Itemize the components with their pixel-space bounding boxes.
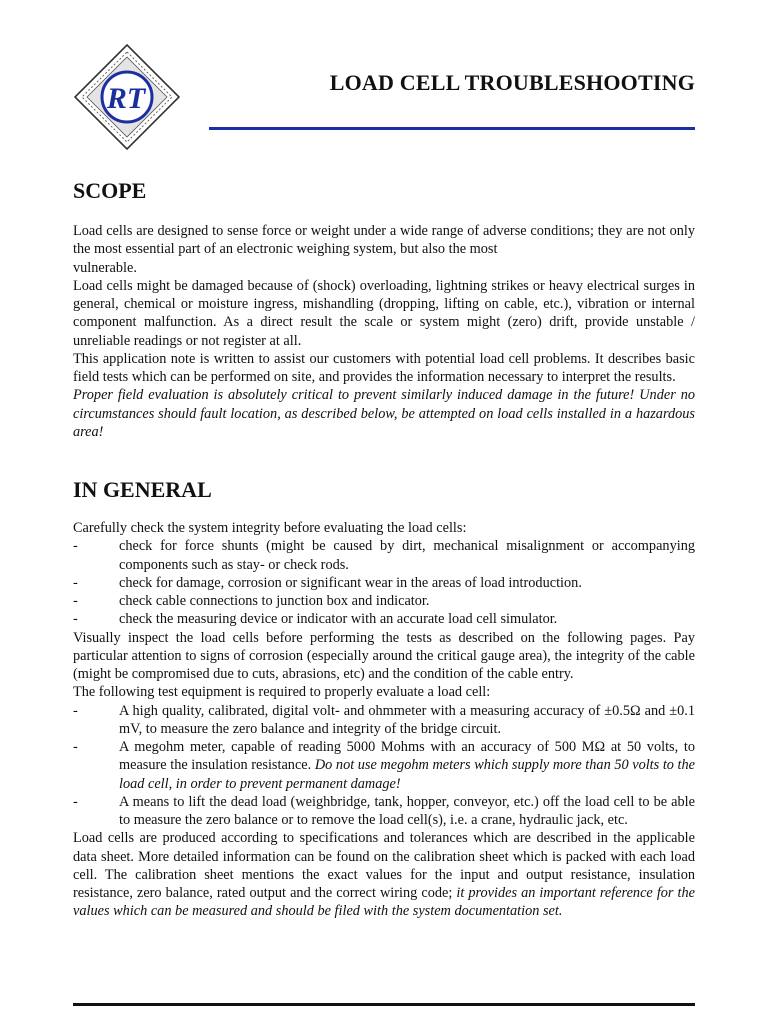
check-item: - check the measuring device or indicator with an accurate load cell simulator.: [73, 611, 558, 628]
visual-inspection-paragraph: Visually inspect the load cells before performing the tests as described on the following pages. Pay particular attention to signs of corrosion (especially around the critical gauge area), the integrity of the cable (might be compromised due to cuts, abrasions, etc) and the condition of the cable entry.: [73, 629, 695, 682]
equipment-item: - A megohm meter, capable of reading 5000 Mohms with an accuracy of 500 MΩ at 50 volts, to measure the insulation resistance. Do not use megohm meters which supply more than 50 volts to the load cell, in order to prevent permanent damage!: [73, 739, 696, 792]
rt-logo: [74, 44, 180, 150]
scope-paragraph-1b: vulnerable.: [73, 259, 137, 276]
page-title: LOAD CELL TROUBLESHOOTING: [329, 70, 695, 95]
equipment-intro: The following test equipment is required to properly evaluate a load cell:: [73, 684, 491, 701]
scope-body: [73, 222, 695, 441]
check-text: check the measuring device or indicator with an accurate load cell simulator.: [119, 611, 558, 628]
general-intro: Carefully check the system integrity before evaluating the load cells:: [73, 520, 467, 536]
scope-warning: Proper field evaluation is absolutely critical to prevent similarly induced damage in the future! Under no circumstances should fault location, as described below, be attempted on load cells installed in a hazardous area!: [73, 387, 695, 440]
scope-heading: SCOPE: [73, 178, 147, 203]
check-item: - check cable connections to junction box and indicator.: [73, 593, 430, 609]
title-underline: [209, 127, 695, 130]
closing-italic: it provides an important reference for the values which can be measured and should be filed with the system documentation set.: [73, 885, 696, 920]
check-item: - check for force shunts (might be caused by dirt, mechanical misalignment or accompanying components such as stay- or check rods.: [73, 538, 695, 573]
check-item: - check for damage, corrosion or significant wear in the areas of load introduction.: [73, 574, 582, 591]
check-text: check for damage, corrosion or significant wear in the areas of load introduction.: [119, 574, 582, 591]
equipment-text: A means to lift the dead load (weighbridge, tank, hopper, conveyor, etc.) off the load cell to be able to measure the zero balance or to remove the load cell(s), i.e. a crane, hydraulic jack, etc.: [119, 793, 695, 828]
check-text: check for force shunts (might be caused by dirt, mechanical misalignment or accompanying components such as stay- or check rods.: [119, 538, 695, 573]
equipment-item: - A high quality, calibrated, digital volt- and ohmmeter with a measuring accuracy of ±0.5Ω and ±0.1 mV, to measure the zero balance and integrity of the bridge circuit.: [73, 702, 695, 737]
footer-rule: [73, 1003, 695, 1006]
logo-text: RT: [106, 82, 146, 115]
scope-paragraph-1a: Load cells are designed to sense force or weight under a wide range of adverse conditions; they are not only the most essential part of an electronic weighing system, but also the most: [73, 223, 695, 258]
closing-paragraph: [73, 829, 695, 920]
equipment-text: A megohm meter, capable of reading 5000 Mohms with an accuracy of 500 MΩ at 50 volts, to measure the insulation resistance.: [119, 739, 695, 774]
check-text: check cable connections to junction box and indicator.: [119, 593, 430, 609]
closing-text: Load cells are produced according to specifications and tolerances which are described in the applicable data sheet. More detailed information can be found on the calibration sheet which is packed with each load cell. The calibration sheet mentions the exact values for the input and output resistance, insulation resistance, zero balance, rated output and the correct wiring code;: [73, 830, 695, 901]
equipment-text: A high quality, calibrated, digital volt- and ohmmeter with a measuring accuracy of ±0.5Ω and ±0.1 mV, to measure the zero balance and integrity of the bridge circuit.: [119, 702, 695, 737]
scope-paragraph-2: Load cells might be damaged because of (shock) overloading, lightning strikes or heavy electrical surges in general, chemical or moisture ingress, mishandling (dropping, lifting on cable, etc.), vibration or internal component malfunction. As a direct result the scale or system might (zero) drift, provide unstable / unreliable readings or not register at all.: [73, 277, 695, 349]
equipment-item: - A means to lift the dead load (weighbridge, tank, hopper, conveyor, etc.) off the load cell to be able to measure the zero balance or to remove the load cell(s), i.e. a crane, hydraulic jack, etc.: [73, 793, 695, 828]
scope-paragraph-3: This application note is written to assist our customers with potential load cell problems. It describes basic field tests which can be performed on site, and provides the information necessary to interpret the results.: [73, 350, 695, 385]
general-heading: IN GENERAL: [73, 477, 212, 502]
general-body: [73, 519, 695, 921]
equipment-warning: Do not use megohm meters which supply more than 50 volts to the load cell, in order to prevent permanent damage!: [119, 757, 696, 792]
